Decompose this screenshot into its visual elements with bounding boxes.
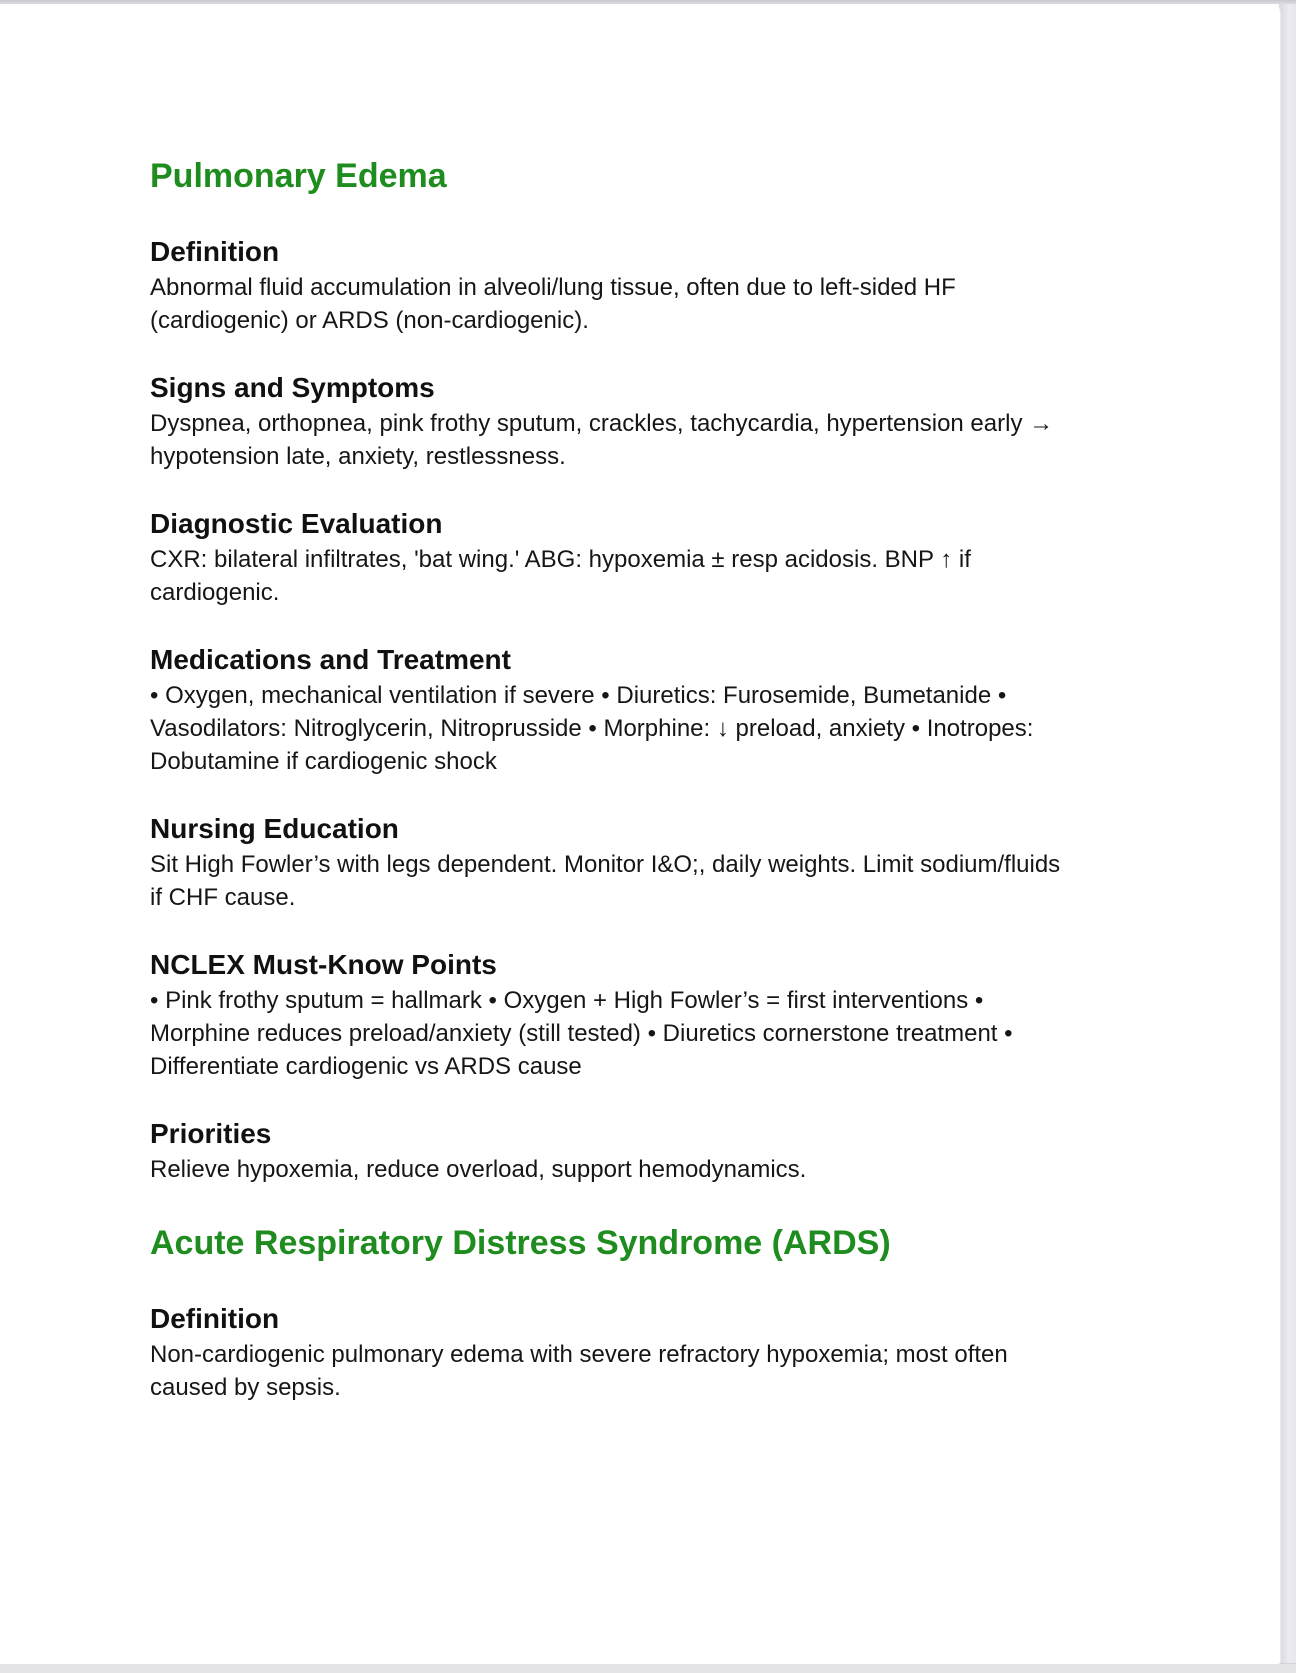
section-diagnostic-evaluation — [150, 508, 1064, 609]
section-heading: Nursing Education — [150, 813, 399, 844]
section-body: Dyspnea, orthopnea, pink frothy sputum, crackles, tachycardia, hypertension early → hypotension late, anxiety, restlessness. — [150, 410, 1054, 470]
document-page — [0, 3, 1281, 1664]
page-edge-right — [1279, 0, 1296, 1673]
section-heading: Definition — [150, 236, 280, 267]
section-nclex-must-know-points — [150, 949, 1064, 1083]
section-body: Non-cardiogenic pulmonary edema with severe refractory hypoxemia; most often caused by sepsis. — [150, 1341, 1008, 1401]
section-body: • Oxygen, mechanical ventilation if severe • Diuretics: Furosemide, Bumetanide • Vasodilators: Nitroglycerin, Nitroprusside • Morphine: ↓ preload, anxiety • Inotropes: Dobutamine if cardiogenic shock — [150, 682, 1034, 775]
page-top-bar — [0, 0, 1296, 4]
document-content — [0, 3, 1064, 1404]
section-heading: Medications and Treatment — [150, 644, 511, 675]
section-body: Abnormal fluid accumulation in alveoli/lung tissue, often due to left-sided HF (cardiogenic) or ARDS (non-cardiogenic). — [150, 274, 956, 334]
section-body: CXR: bilateral infiltrates, 'bat wing.' ABG: hypoxemia ± resp acidosis. BNP ↑ if cardiogenic. — [150, 546, 971, 606]
section-medications-and-treatment — [150, 644, 1064, 778]
section-body: Sit High Fowler’s with legs dependent. Monitor I&O;, daily weights. Limit sodium/fluids if CHF cause. — [150, 851, 1061, 911]
section-priorities — [150, 1118, 1064, 1186]
section-heading: Definition — [150, 1303, 280, 1334]
section-body: • Pink frothy sputum = hallmark • Oxygen + High Fowler’s = first interventions • Morphine reduces preload/anxiety (still tested) • Diuretics cornerstone treatment • Differentiate cardiogenic vs ARDS cause — [150, 987, 1013, 1080]
section-heading: Signs and Symptoms — [150, 372, 435, 403]
document-title-pulmonary-edema: Pulmonary Edema — [150, 157, 447, 195]
page-edge-bottom — [0, 1663, 1296, 1673]
section-signs-and-symptoms — [150, 372, 1064, 473]
section-heading: NCLEX Must-Know Points — [150, 949, 497, 980]
section-nursing-education — [150, 813, 1064, 914]
section-definition — [150, 236, 1064, 337]
document-title-ards: Acute Respiratory Distress Syndrome (ARDS) — [150, 1224, 891, 1262]
section-ards-definition — [150, 1303, 1064, 1404]
section-heading: Diagnostic Evaluation — [150, 508, 443, 539]
section-body: Relieve hypoxemia, reduce overload, support hemodynamics. — [150, 1156, 807, 1183]
section-heading: Priorities — [150, 1118, 272, 1149]
